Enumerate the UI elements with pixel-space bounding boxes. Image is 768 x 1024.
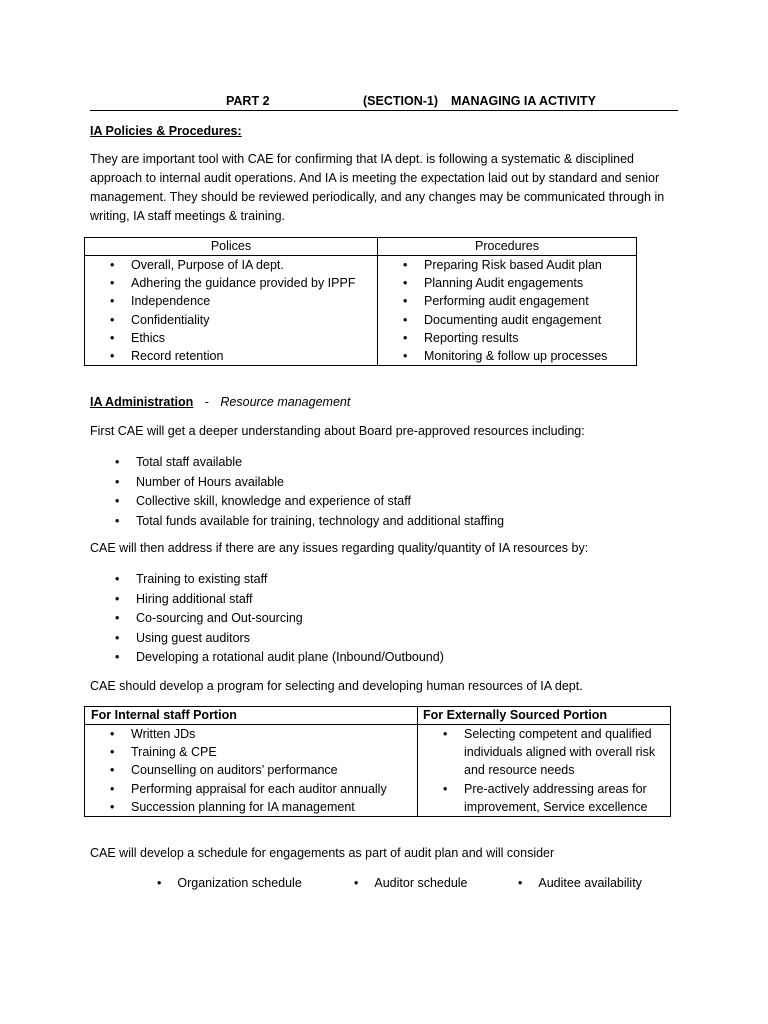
admin-heading-line [90,395,350,409]
list-item: • Reporting results [403,330,519,345]
policies-list [85,256,377,365]
policies-table [84,237,637,366]
list-item: • Number of Hours available [115,474,284,489]
schedule-item: • Auditor schedule [354,876,468,890]
list-item: • Performing appraisal for each auditor annually [110,781,387,796]
list-item: • Developing a rotational audit plane (Inbound/Outbound) [115,650,444,665]
admin-subheading: Resource management [220,395,351,409]
list-item: • Training & CPE [110,745,217,760]
internal-list [85,725,417,816]
admin-dash: - [204,395,209,409]
list-item: • Confidentiality [110,312,210,327]
list-item: • Ethics [110,330,166,345]
list-item: • Training to existing staff [115,572,268,586]
list-item: • Selecting competent and qualified individuals aligned with overall risk and resource needs [443,727,656,778]
list-item: • Independence [110,294,211,309]
list-item: • Planning Audit engagements [403,276,584,291]
list-item: • Performing audit engagement [403,294,589,309]
schedule-item: • Organization schedule [157,876,302,890]
list-item: • Using guest auditors [115,630,250,645]
program-text: CAE should develop a program for selecting and developing human resources of IA dept. [90,679,583,693]
list-item: • Total staff available [115,455,243,469]
procedures-list [378,256,636,365]
schedule-text: CAE will develop a schedule for engagements as part of audit plan and will consider [90,846,555,860]
external-cell [418,725,671,817]
list-item: • Record retention [110,349,224,364]
list-item: • Documenting audit engagement [403,312,602,327]
policies-heading: IA Policies & Procedures: [90,124,242,138]
admin-heading: IA Administration [90,395,194,409]
list-item: • Counselling on auditors’ performance [110,763,338,778]
list-item: • Overall, Purpose of IA dept. [110,258,284,272]
internal-cell [85,725,418,817]
policies-col-header: Polices [85,238,378,256]
procedures-col-header: Procedures [378,238,637,256]
admin-intro: First CAE will get a deeper understanding about Board pre-approved resources including: [90,424,585,438]
page-header [90,94,678,111]
external-col-header: For Externally Sourced Portion [418,707,671,725]
list-item: • Preparing Risk based Audit plan [403,258,602,272]
list-item: • Total funds available for training, technology and additional staffing [115,513,505,528]
list-item: • Co-sourcing and Out-sourcing [115,611,303,626]
internal-col-header: For Internal staff Portion [85,707,418,725]
address-text: CAE will then address if there are any issues regarding quality/quantity of IA resources by: [90,541,589,555]
list-item: • Hiring additional staff [115,591,253,606]
procedures-cell [378,256,637,366]
address-list [90,570,444,668]
schedule-item: • Auditee availability [518,876,642,890]
external-list [418,725,670,816]
resources-list [90,453,504,531]
program-table [84,706,671,817]
list-item: • Adhering the guidance provided by IPPF [110,276,356,291]
list-item: • Monitoring & follow up processes [403,349,608,364]
policies-cell [85,256,378,366]
policies-paragraph: They are important tool with CAE for confirming that IA dept. is following a systematic & disciplined approach to internal audit operations. And IA is meeting the expectation laid out by standard and senior management. They should be reviewed periodically, and any changes may be communicated through in writing, IA staff meetings & training. [90,152,665,223]
list-item: • Written JDs [110,727,196,741]
header-part: PART 2 [226,94,270,108]
list-item: • Succession planning for IA management [110,799,355,814]
header-title: MANAGING IA ACTIVITY [451,94,596,108]
list-item: • Collective skill, knowledge and experience of staff [115,494,411,509]
header-section: (SECTION-1) [363,94,438,108]
list-item: • Pre-actively addressing areas for improvement, Service excellence [443,781,648,814]
